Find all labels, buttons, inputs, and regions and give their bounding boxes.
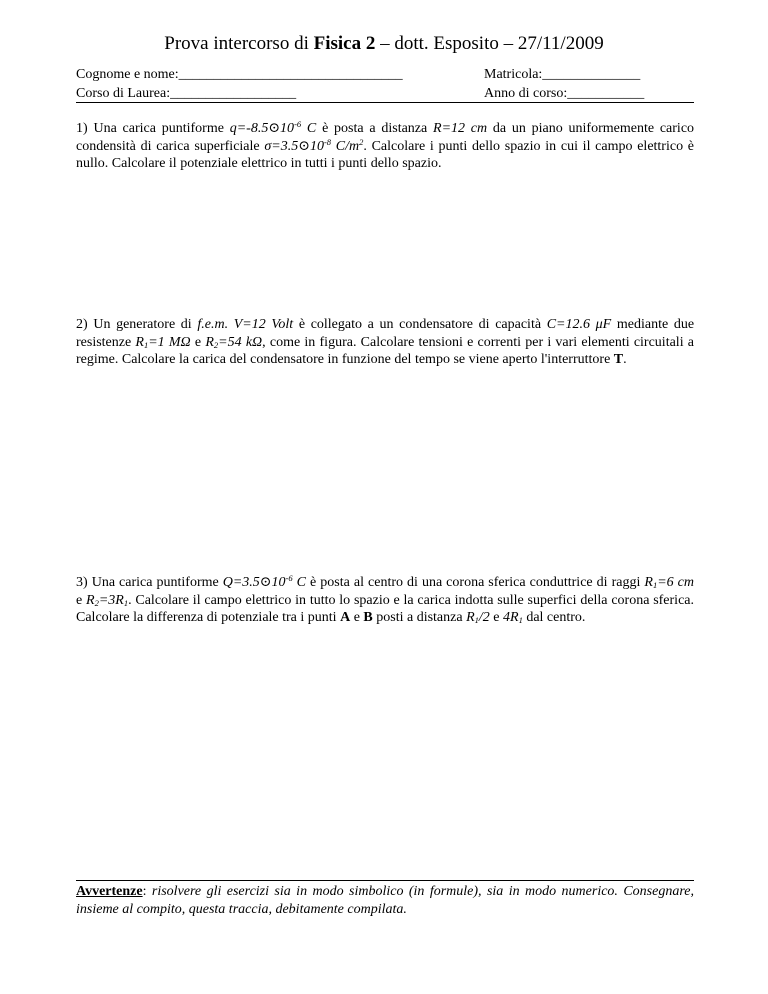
problem-2: 2) Un generatore di f.e.m. V=12 Volt è collegato a un condensatore di capacità C=12.6 μF mediante due resistenze $R_1=1$ MΩ e $R_2=54$ kΩ, come in figura. Calcolare tensioni e correnti per i vari elementi circuitali a regime. Calcolare la carica del condensatore in funzione del tempo se viene aperto l'interruttore T. [76,317,695,367]
footer-note: Avvertenze: risolvere gli esercizi sia in modo simbolico (in formule), sia in modo numerico. Consegnare, insieme al compito, questa traccia, debitamente compilata. [76,884,694,917]
year-field[interactable]: Anno di corso:___________ [484,86,645,101]
footer-label: Avvertenze [76,884,143,899]
header-divider [76,102,694,103]
course-field[interactable]: Corso di Laurea:__________________ [76,86,297,101]
title-subject: Fisica 2 [313,33,376,54]
page-title [0,32,768,56]
footer-text: risolvere gli esercizi sia in modo simbolico (in formule), sia in modo numerico. Consegnare, insieme al compito, questa traccia, debitamente compilata. [76,884,694,917]
problem-1: 1) Una carica puntiforme $q=-8.5⊙10^{-6}$ C è posta a distanza R=12 cm da un piano uniformemente carico condensità di carica superficiale $\sigma=3.5⊙10^{-8}$ $C/m^2$. Calcolare i punti dello spazio in cui il campo elettrico è nullo. Calcolare il potenziale elettrico in tutti i punti dello spazio. [76,119,695,171]
footer-divider [76,880,694,881]
name-field[interactable]: Cognome e nome:________________________________ [76,67,403,82]
title-suffix: – dott. Esposito – 27/11/2009 [375,33,604,54]
title-prefix: Prova intercorso di [164,33,314,54]
matricola-field[interactable]: Matricola:______________ [484,67,641,82]
problem-3: 3) Una carica puntiforme $Q=3.5⊙10^{-6}$ C è posta al centro di una corona sferica conduttrice di raggi $R_1=6$ cm e $R_2=3R_1$. Calcolare il campo elettrico in tutto lo spazio e la carica indotta sulle superfici della corona sferica. Calcolare la differenza di potenziale tra i punti A e B posti a distanza $R_1/2$ e $4R_1$ dal centro. [76,573,695,625]
